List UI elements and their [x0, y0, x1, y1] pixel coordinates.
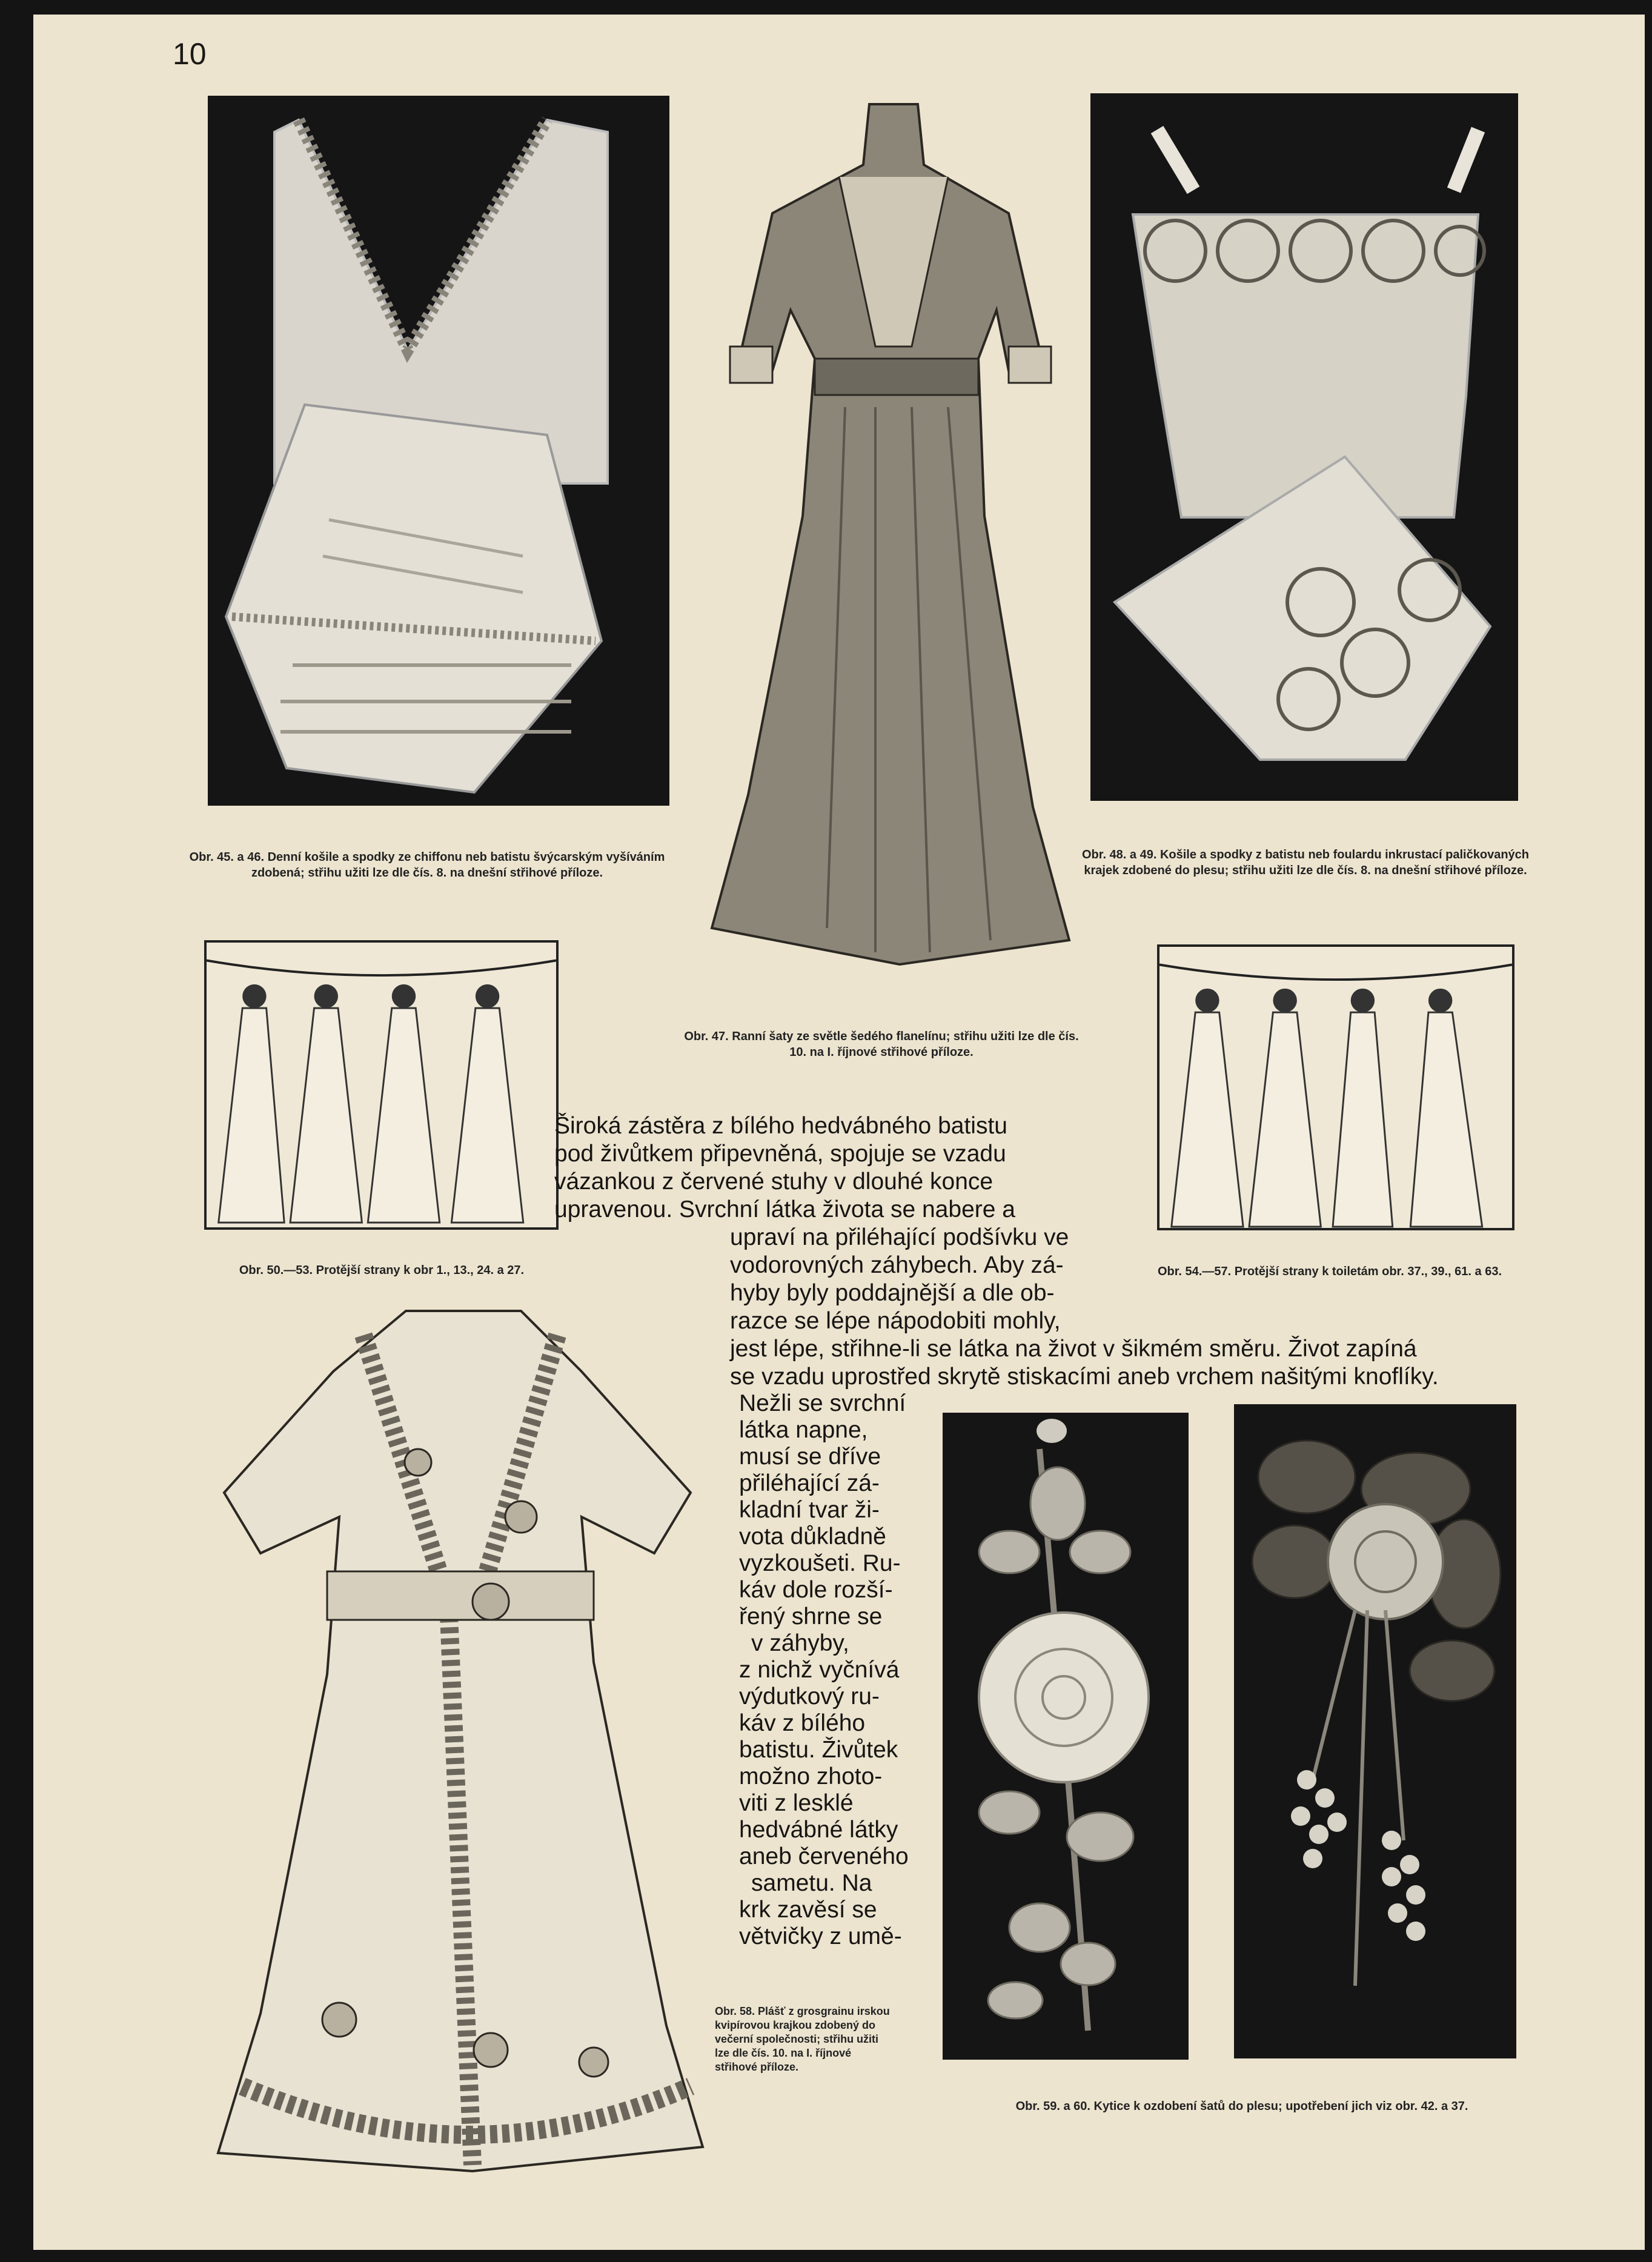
photo-chemise-drawers-45	[208, 96, 669, 806]
article-line: upraví na přiléhající podšívku ve	[730, 1224, 1069, 1250]
caption-fig-45: Obr. 45. a 46. Denní košile a spodky ze chiffonu neb batistu švýcarským vyšíváním zdobená; střihu užiti lze dle čís. 8. na dnešní střihové příloze.	[189, 851, 665, 880]
article-line: viti z lesklé	[739, 1790, 854, 1816]
article-line: vyzkoušeti. Ru-	[739, 1550, 901, 1576]
drawing-morning-dress-47	[694, 92, 1087, 977]
article-line: hyby byly poddajnější a dle ob-	[730, 1280, 1055, 1306]
article-line: hedvábné látky	[739, 1817, 898, 1843]
article-line: látka napne,	[739, 1417, 868, 1443]
caption-fig-54: Obr. 54.—57. Protější strany k toiletám obr. 37., 39., 61. a 63.	[1157, 1265, 1502, 1278]
article-line: možno zhoto-	[739, 1763, 883, 1789]
photo-rose-berries-60	[1234, 1404, 1516, 2058]
caption-fig-47: Obr. 47. Ranní šaty ze světle šedého flanelínu; střihu užiti lze dle čís. 10. na I. říjnové střihové příloze.	[684, 1030, 1079, 1059]
article-line: výdutkový ru-	[739, 1683, 880, 1710]
article-line: pod živůtkem připevněná, spojuje se vzadu	[554, 1141, 1006, 1167]
article-line: Nežli se svrchní	[739, 1390, 906, 1416]
article-line: upravenou. Svrchní látka života se nabere a	[554, 1196, 1015, 1222]
article-line: kladní tvar ži-	[739, 1497, 880, 1523]
magazine-page	[33, 15, 1645, 2250]
sketch-frame-50-53	[204, 940, 559, 1230]
article-line: větvičky z umě-	[739, 1923, 902, 1949]
sketch-frame-54-57	[1157, 944, 1514, 1230]
caption-fig-48: Obr. 48. a 49. Košile a spodky z batistu neb foulardu inkrustací paličkovaných krajek zdobené do plesu; střihu užiti lze dle čís. 8. na dnešní střihové příloze.	[1081, 848, 1529, 877]
article-line: káv dole rozší-	[739, 1577, 893, 1603]
drawing-evening-coat-58	[206, 1299, 733, 2183]
article-line: batistu. Živůtek	[739, 1737, 898, 1763]
photo-rose-bouquet-59	[943, 1413, 1189, 2060]
article-line: vázankou z červené stuhy v dlouhé konce	[554, 1169, 994, 1195]
article-line: v záhyby,	[751, 1630, 849, 1656]
page-number: 10	[173, 37, 207, 71]
article-line: se vzadu uprostřed skrytě stiskacími aneb vrchem našitými knoflíky.	[730, 1364, 1439, 1390]
caption-fig-50: Obr. 50.—53. Protější strany k obr 1., 13., 24. a 27.	[239, 1264, 525, 1277]
caption-fig-59: Obr. 59. a 60. Kytice k ozdobení šatů do plesu; upotřebení jich viz obr. 42. a 37.	[1015, 2100, 1468, 2113]
article-line: jest lépe, střihne-li se látka na život v šikmém směru. Život zapíná	[730, 1336, 1417, 1362]
article-line: přiléhající zá-	[739, 1470, 880, 1496]
article-line: z nichž vyčnívá	[739, 1657, 900, 1683]
article-line: musí se dříve	[739, 1444, 881, 1470]
article-line: káv z bílého	[739, 1710, 866, 1736]
caption-fig-58: Obr. 58. Plášť z grosgrainu irskou kvipírovou krajkou zdobený do večerní společnosti; střihu užiti lze dle čís. 10. na I. říjnové střihové příloze.	[715, 2005, 890, 2073]
article-line: krk zavěsí se	[739, 1897, 877, 1923]
article-line: řený shrne se	[739, 1604, 883, 1630]
article-line: vodorovných záhybech. Aby zá-	[730, 1252, 1064, 1278]
article-line: aneb červeného	[739, 1843, 909, 1869]
article-line: Široká zástěra z bílého hedvábného batistu	[554, 1113, 1007, 1139]
photo-chemise-drawers-48	[1090, 93, 1518, 801]
article-line: razce se lépe nápodobiti mohly,	[730, 1308, 1061, 1334]
article-line: sametu. Na	[751, 1870, 872, 1896]
article-line: vota důkladně	[739, 1524, 886, 1550]
